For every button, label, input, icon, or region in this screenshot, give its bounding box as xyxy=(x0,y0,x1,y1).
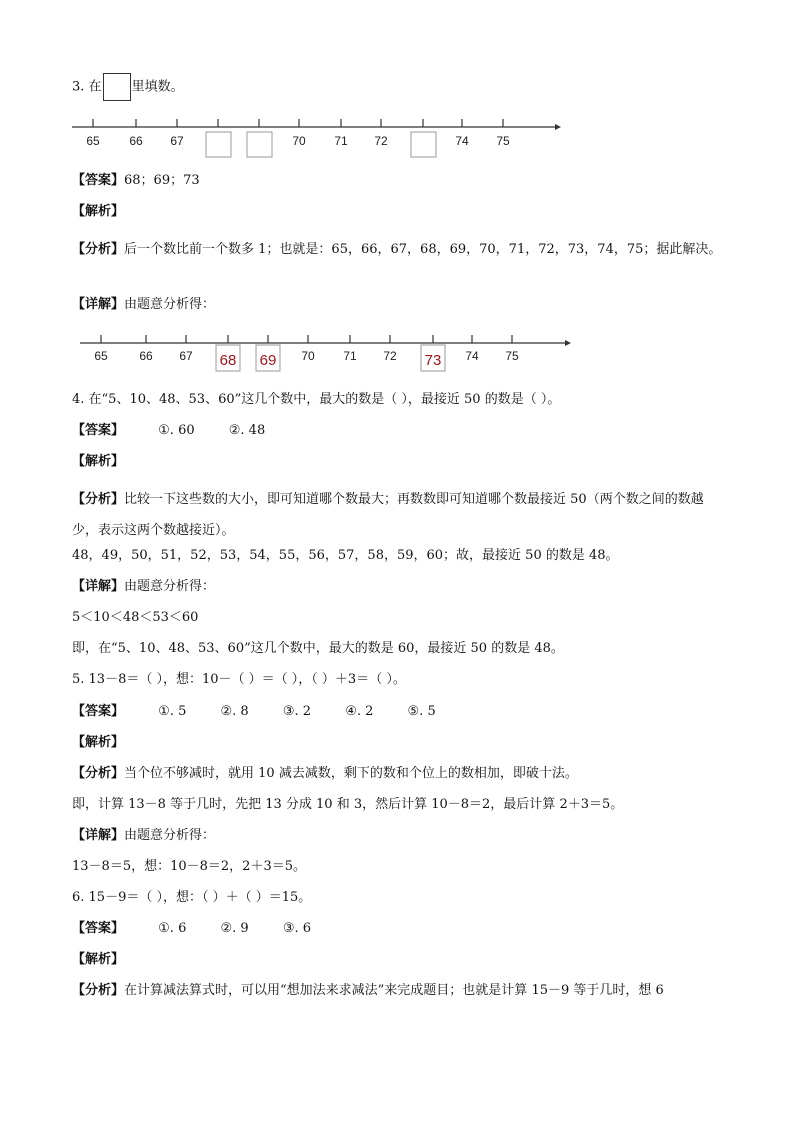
tick-label: 70 xyxy=(301,349,315,363)
tick-label: 71 xyxy=(343,349,357,363)
tick-label: 72 xyxy=(383,349,397,363)
answer-number: 69 xyxy=(259,352,277,369)
q4-stem: 4. 在“5、10、48、53、60”这几个数中，最大的数是（ ），最接近 50 的数是（ ）。 xyxy=(72,392,561,407)
tick-label: 67 xyxy=(179,349,193,363)
q3-analysis-tag: 【解析】 xyxy=(72,204,125,219)
q3-answer: 【答案】68；69；73 xyxy=(72,173,200,188)
answer-item: ②. 48 xyxy=(228,423,266,438)
tick-label: 72 xyxy=(374,134,388,148)
answer-item: ①. 5 xyxy=(158,704,187,719)
blank-box xyxy=(103,73,131,101)
blank-box[interactable] xyxy=(411,132,436,157)
answer-item: ③. 6 xyxy=(282,921,312,936)
answer-item: ⑤. 5 xyxy=(407,704,436,719)
q4-conclusion: 即，在“5、10、48、53、60”这几个数中，最大的数是 60，最接近 50 的数是 48。 xyxy=(72,641,564,656)
q5-stem: 5. 13－8＝（ ），想：10－（ ）＝（ ），（ ）＋3＝（ ）。 xyxy=(72,672,406,687)
q5-analysis-tag: 【解析】 xyxy=(72,735,125,750)
q5-explanation: 即，计算 13－8 等于几时，先把 13 分成 10 和 3，然后计算 10－8＝2，最后计算 2＋3＝5。 xyxy=(72,797,624,812)
q4-answer: 【答案】 ①. 60 ②. 48 xyxy=(72,423,266,438)
q6-fenxi: 【分析】在计算减法算式时，可以用“想加法来求减法”来完成题目；也就是计算 15－9 等于几时，想 6 xyxy=(72,983,664,998)
q6-analysis-tag: 【解析】 xyxy=(72,952,125,967)
q5-detail: 【详解】由题意分析得： xyxy=(72,828,216,843)
q6-answer: 【答案】 ①. 6 ②. 9 ③. 6 xyxy=(72,921,312,936)
tick-label: 65 xyxy=(94,349,108,363)
tick-label: 74 xyxy=(465,349,479,363)
blank-box[interactable] xyxy=(247,132,272,157)
tick-label: 71 xyxy=(334,134,348,148)
tick-label: 66 xyxy=(129,134,143,148)
q4-fenxi: 【分析】比较一下这些数的大小，即可知道哪个数最大；再数数即可知道哪个数最接近 50（两个数之间的数越少，表示这两个数越接近）。 xyxy=(72,492,704,538)
q6-stem: 6. 15－9＝（ ），想：（ ）＋（ ）＝15。 xyxy=(72,890,312,905)
q3-detail: 【详解】由题意分析得： xyxy=(72,297,216,312)
answer-item: ③. 2 xyxy=(282,704,312,719)
tick-label: 74 xyxy=(455,134,469,148)
q4-compare: 5＜10＜48＜53＜60 xyxy=(72,610,199,625)
q3-fenxi: 【分析】后一个数比前一个数多 1；也就是：65，66，67，68，69，70，71，72，73，74，75；据此解决。 xyxy=(72,242,722,257)
tick-label: 66 xyxy=(139,349,153,363)
answer-item: ①. 60 xyxy=(158,423,195,438)
q4-detail: 【详解】由题意分析得： xyxy=(72,579,216,594)
answer-item: ①. 6 xyxy=(158,921,187,936)
q3-stem: 3. 在 里填数。 xyxy=(72,73,184,101)
tick-label: 65 xyxy=(86,134,100,148)
answer-item: ②. 8 xyxy=(220,704,249,719)
tick-label: 75 xyxy=(505,349,519,363)
blank-box[interactable] xyxy=(206,132,231,157)
answer-item: ④. 2 xyxy=(345,704,374,719)
number-line-2 xyxy=(0,328,600,380)
tick-label: 75 xyxy=(496,134,510,148)
answer-number: 73 xyxy=(424,352,442,369)
q5-fenxi: 【分析】当个位不够减时，就用 10 减去减数，剩下的数和个位上的数相加，即破十法。 xyxy=(72,766,578,781)
number-line-1 xyxy=(0,110,600,170)
tick-label: 70 xyxy=(292,134,306,148)
q5-result: 13－8＝5，想：10－8＝2，2＋3＝5。 xyxy=(72,859,306,874)
q5-answer: 【答案】 ①. 5 ②. 8 ③. 2 ④. 2 ⑤. 5 xyxy=(72,704,436,719)
q4-sequence: 48，49，50，51，52，53，54，55，56，57，58，59，60；故，最接近 50 的数是 48。 xyxy=(72,548,619,563)
answer-number: 68 xyxy=(219,352,237,369)
tick-label: 67 xyxy=(170,134,184,148)
answer-item: ②. 9 xyxy=(220,921,249,936)
q4-analysis-tag: 【解析】 xyxy=(72,454,125,469)
